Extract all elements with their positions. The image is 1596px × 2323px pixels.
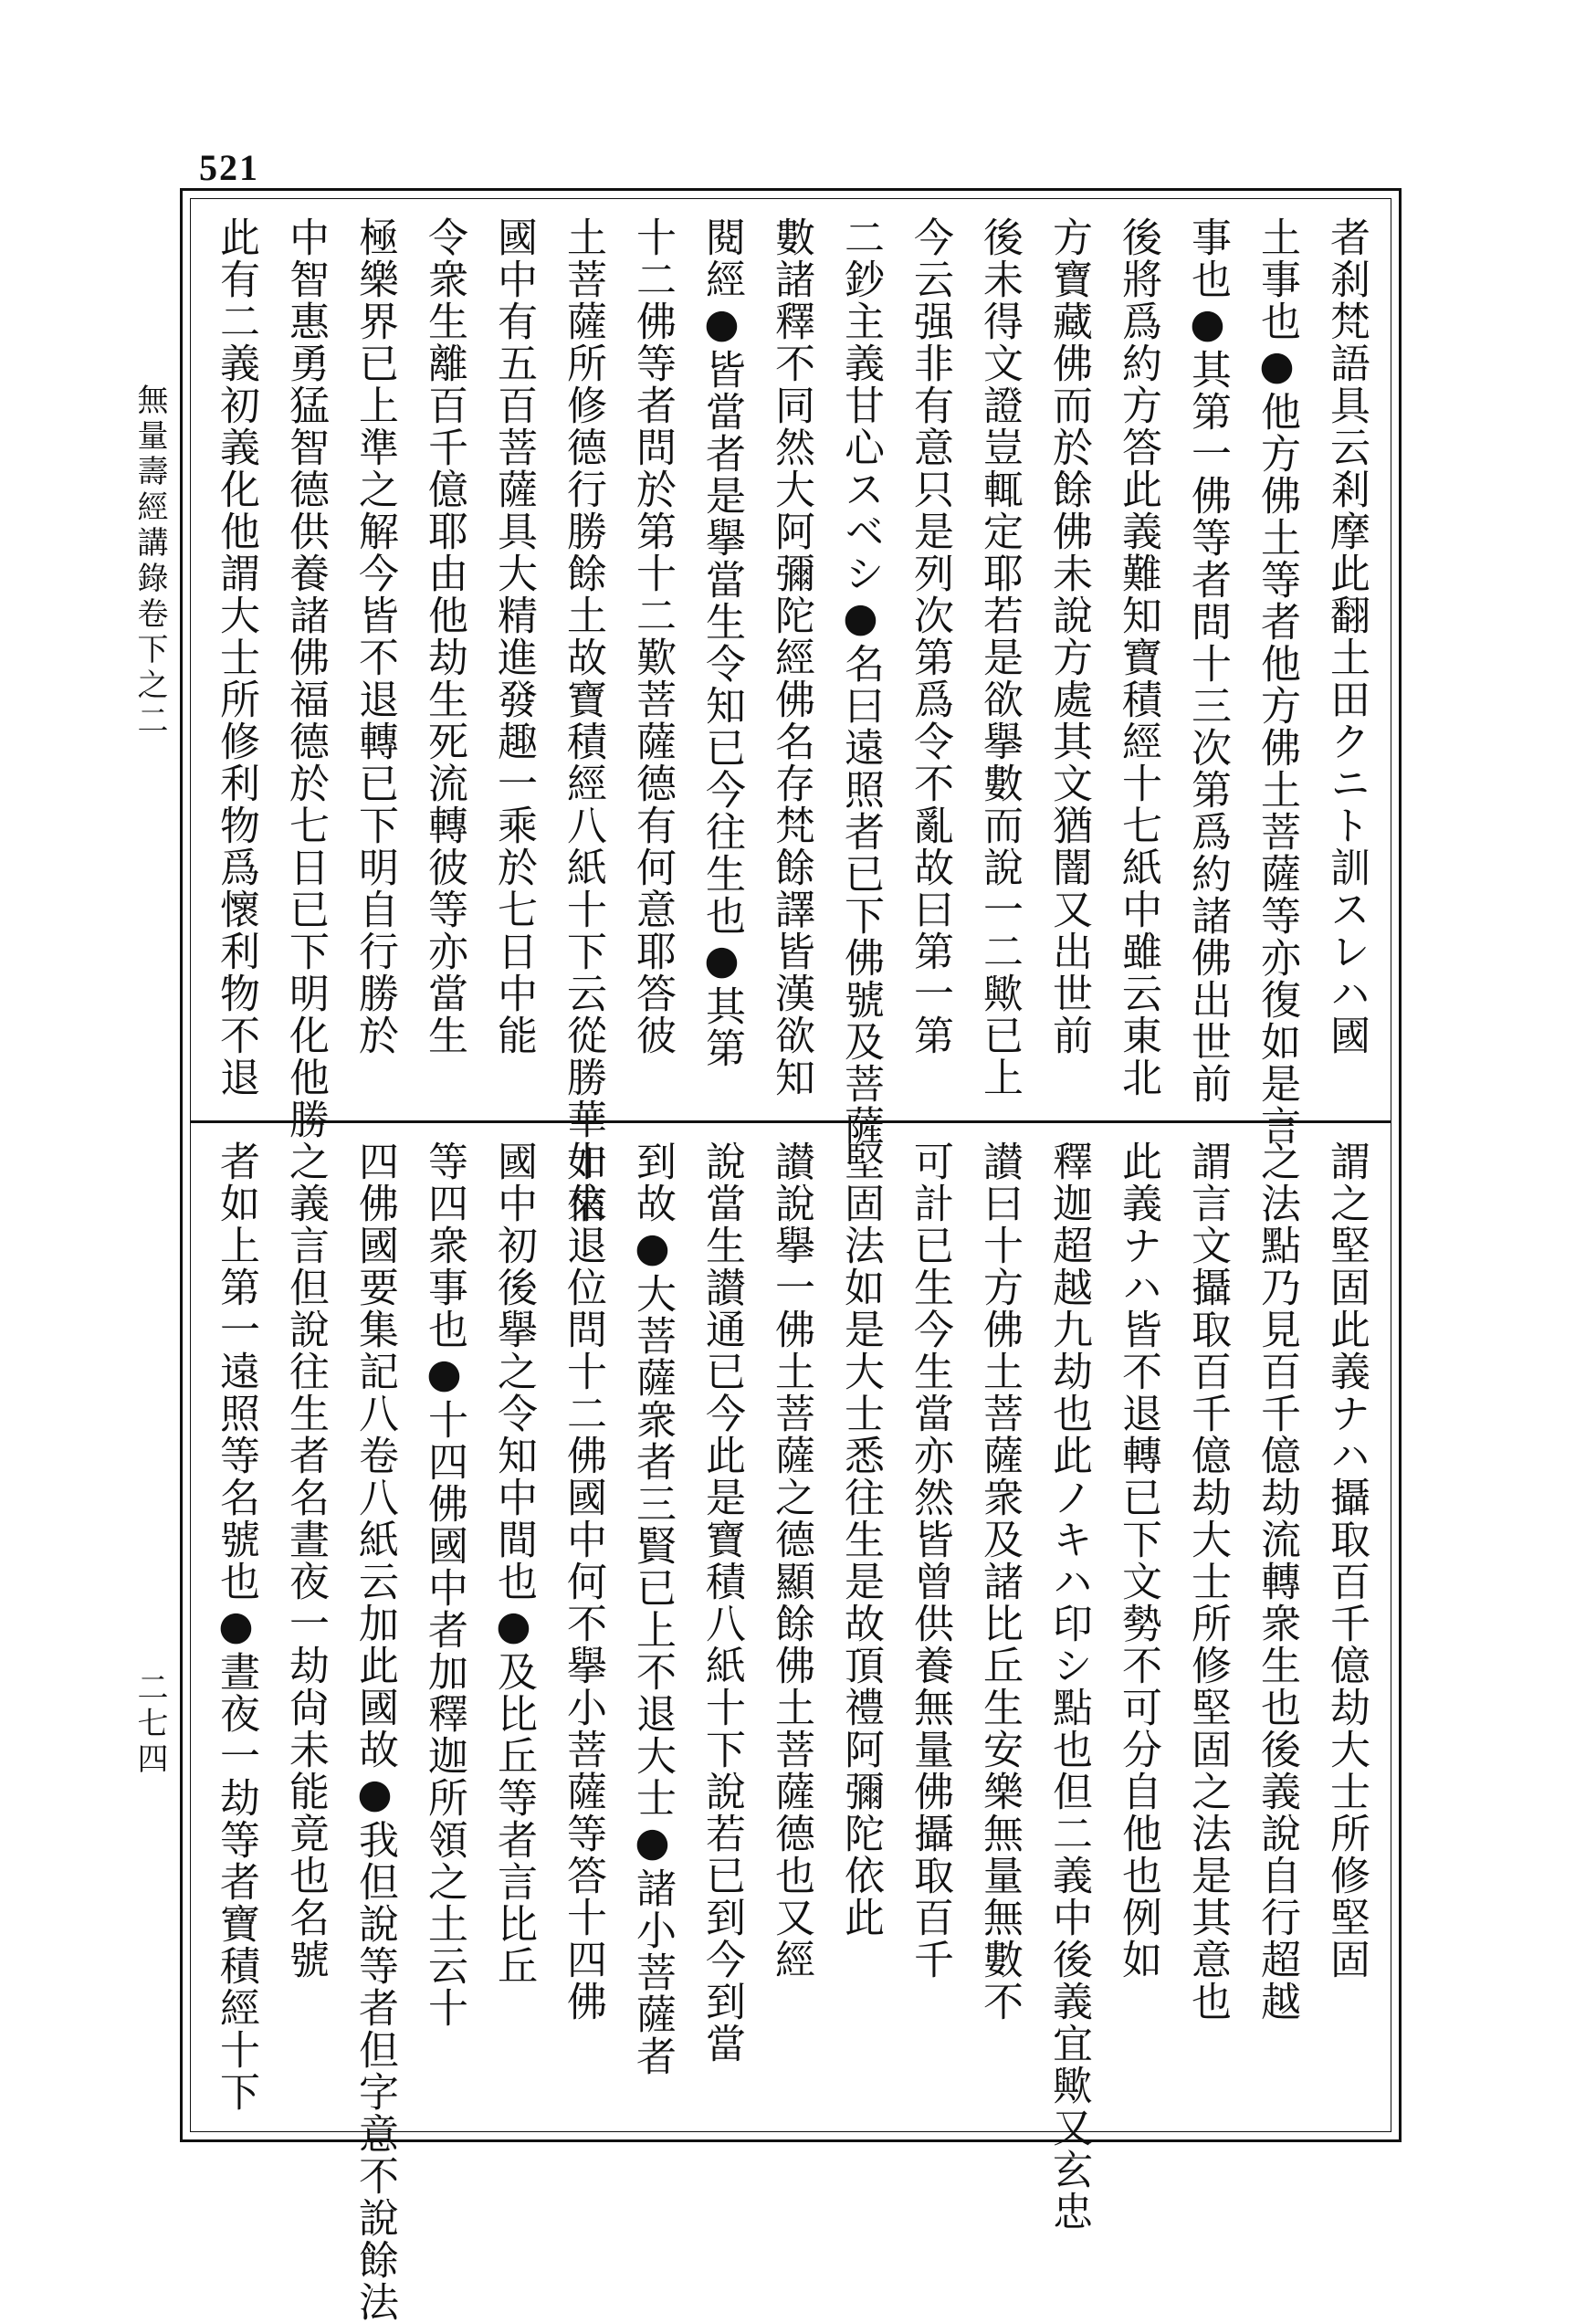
text-column: 堅固法如是大士悉往生是故頂禮阿彌陀依此 [837, 1140, 884, 1939]
text-column: 四佛國要集記八卷八紙云加此國故●我但說等者但字意不說餘法 [352, 1140, 398, 2323]
text-column: 此義ナハ皆不退轉已下文勢不可分自他也例如 [1115, 1140, 1161, 1981]
text-frame [180, 188, 1402, 2323]
text-column: 數諸釋不同然大阿彌陀經佛名存梵餘譯皆漢欲知 [768, 216, 814, 1098]
text-column: 之法點乃見百千億劫流轉衆生也後義說自行超越 [1254, 1140, 1300, 2023]
text-column: 者如上第一遠照等名號也●晝夜一劫等者寶積經十下 [213, 1140, 259, 2113]
text-column: 讃說擧一佛土菩薩之德顯餘佛土菩薩德也又經 [768, 1140, 814, 1981]
text-column: 可計已生今生當亦然皆曾供養無量佛攝取百千 [907, 1140, 953, 1981]
top-text-block [213, 216, 1370, 1225]
text-column: 二鈔主義甘心スベシ●名曰遠照者已下佛號及菩薩 [837, 216, 884, 1147]
text-column: 今云强非有意只是列次第爲令不亂故曰第一第 [907, 216, 953, 1056]
side-folio-number: 二七四 [131, 1671, 168, 1778]
text-column: 閱經●皆當者是擧當生令知已今往生也●其第 [698, 216, 745, 1069]
text-column: 到故●大菩薩衆者三賢已上不退大士●諸小菩薩者 [629, 1140, 676, 2077]
text-column: 謂之堅固此義ナハ攝取百千億劫大士所修堅固 [1323, 1140, 1370, 1981]
text-column: 十二佛等者問於第十二歎菩薩德有何意耶答彼 [629, 216, 676, 1056]
text-column: 者刹梵語具云剎摩此翻土田クニト訓スレハ國 [1323, 216, 1370, 1056]
text-column: 事也●其第一佛等者問十三次第爲約諸佛出世前 [1184, 216, 1231, 1105]
text-column: 國中初後擧之令知中間也●及比丘等者言比丘 [490, 1140, 537, 1987]
text-column: 令衆生離百千億耶由他劫生死流轉彼等亦當生 [421, 216, 467, 1056]
page-number: 521 [199, 147, 259, 188]
bottom-text-block [213, 1140, 1370, 2323]
text-column: 讃曰十方佛土菩薩衆及諸比丘生安樂無量無數不 [976, 1140, 1023, 2023]
section-divider [190, 1120, 1391, 1123]
text-column: 土事也●他方佛土等者他方佛土菩薩等亦復如是言 [1254, 216, 1300, 1147]
side-running-title: 無量壽經講錄卷下之二 [131, 384, 168, 740]
text-column: 釋迦超越九劫也此ノキハ印シ點也但二義中後義宜歟又玄忠 [1045, 1140, 1092, 2233]
text-column: 極樂界已上準之解今皆不退轉已下明自行勝於 [352, 216, 398, 1056]
text-column: 後將爲約方答此義難知寶積經十七紙中雖云東北 [1115, 216, 1161, 1098]
text-column: 此有二義初義化他謂大士所修利物爲懷利物不退 [213, 216, 259, 1098]
text-column: 中智惠勇猛智德供養諸佛福德於七日已下明化他勝 [282, 216, 329, 1140]
text-column: 十信退位問十二佛國中何不擧小菩薩等答十四佛 [560, 1140, 606, 2023]
text-column: 後未得文證豈輒定耶若是欲擧數而說一二歟已上 [976, 216, 1023, 1098]
text-column: 等四衆事也●十四佛國中者加釋迦所領之土云十 [421, 1140, 467, 2029]
text-column: 謂言文攝取百千億劫大士所修堅固之法是其意也 [1184, 1140, 1231, 2023]
text-column: 之義言但說往生者名晝夜一劫尙未能竟也名號 [282, 1140, 329, 1981]
text-column: 方寶藏佛而於餘佛未說方處其文猶闇又出世前 [1045, 216, 1092, 1056]
text-column: 國中有五百菩薩具大精進發趣一乘於七日中能 [490, 216, 537, 1056]
text-column: 說當生讃通已今此是寶積八紙十下說若已到今到當 [698, 1140, 745, 2065]
text-column: 土菩薩所修德行勝餘土故寶積經八紙十下云從勝華如來 [560, 216, 606, 1225]
